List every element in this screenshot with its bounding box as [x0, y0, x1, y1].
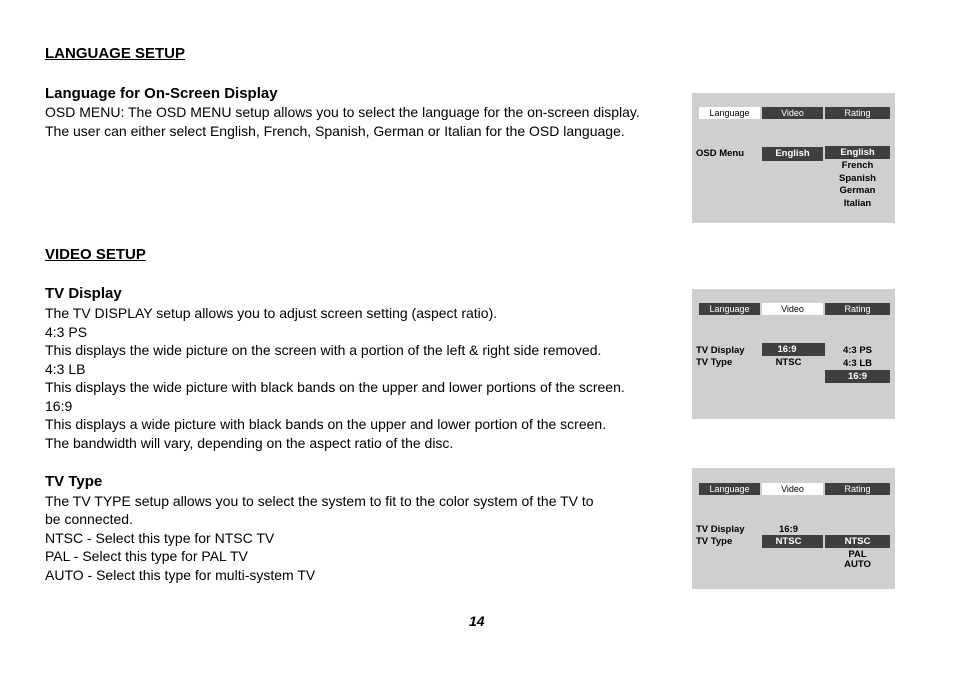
osd-language-panel	[692, 93, 895, 223]
display-option-43lb[interactable]: 4:3 LB	[842, 358, 873, 369]
body-line: The bandwidth will vary, depending on the aspect ratio of the disc.	[45, 435, 454, 451]
page-number: 14	[469, 613, 485, 629]
tv-type-subtitle: TV Type	[45, 473, 103, 490]
tv-display-label: TV Display	[696, 345, 745, 356]
tab-rating[interactable]: Rating	[825, 107, 890, 119]
tv-type-current-value[interactable]	[762, 535, 823, 548]
tv-display-panel	[692, 289, 895, 419]
body-line: The user can either select English, French, Spanish, German or Italian for the OSD language.	[45, 123, 625, 139]
body-line: PAL - Select this type for PAL TV	[45, 548, 248, 564]
type-option-auto[interactable]: AUTO	[844, 559, 871, 570]
tab-video[interactable]: Video	[762, 107, 823, 119]
body-line: NTSC - Select this type for NTSC TV	[45, 530, 275, 546]
tab-video[interactable]: Video	[762, 303, 823, 315]
osd-option-english[interactable]: English	[825, 146, 890, 159]
body-line: AUTO - Select this type for multi-system TV	[45, 567, 316, 583]
tv-type-panel	[692, 468, 895, 589]
tab-language[interactable]: Language	[699, 107, 760, 119]
body-line: The TV TYPE setup allows you to select the system to fit to the color system of the TV to	[45, 493, 594, 509]
tv-type-label: TV Type	[696, 357, 733, 368]
tv-type-current-value[interactable]: NTSC	[775, 357, 802, 368]
tv-display-subtitle: TV Display	[45, 285, 122, 302]
tv-display-label: TV Display	[696, 524, 745, 535]
tab-language[interactable]: Language	[699, 303, 760, 315]
language-setup-title: LANGUAGE SETUP	[45, 45, 186, 62]
body-line: The TV DISPLAY setup allows you to adjust screen setting (aspect ratio).	[45, 305, 498, 321]
body-line: 16:9	[45, 398, 73, 414]
tab-rating[interactable]: Rating	[825, 483, 890, 495]
osd-menu-label: OSD Menu	[696, 148, 745, 159]
tv-type-current-text: NTSC	[775, 536, 802, 547]
tv-display-current-value[interactable]: 16:9	[778, 524, 798, 535]
display-option-43ps[interactable]: 4:3 PS	[842, 345, 873, 356]
osd-option-italian[interactable]: Italian	[843, 198, 872, 209]
body-line: 4:3 LB	[45, 361, 86, 377]
body-line: be connected.	[45, 511, 133, 527]
display-option-169[interactable]: 16:9	[825, 370, 890, 383]
osd-option-german[interactable]: German	[839, 185, 876, 196]
tab-rating[interactable]: Rating	[825, 303, 890, 315]
type-option-ntsc[interactable]: NTSC	[825, 535, 890, 548]
body-line: This displays a wide picture with black bands on the upper and lower portion of the screen.	[45, 416, 607, 432]
osd-option-spanish[interactable]: Spanish	[839, 173, 876, 184]
osd-option-french[interactable]: French	[841, 160, 874, 171]
video-setup-title: VIDEO SETUP	[45, 246, 146, 263]
body-line: 4:3 PS	[45, 324, 88, 340]
type-option-pal[interactable]: PAL	[848, 549, 867, 560]
tv-display-current-value[interactable]	[762, 343, 825, 356]
tv-type-label: TV Type	[696, 536, 733, 547]
tv-display-current-text: 16:9	[777, 344, 797, 355]
tab-video[interactable]: Video	[762, 483, 823, 495]
body-line: OSD MENU: The OSD MENU setup allows you to select the language for the on-screen display.	[45, 104, 640, 120]
language-osd-subtitle: Language for On-Screen Display	[45, 85, 278, 102]
body-line: This displays the wide picture with black bands on the upper and lower portions of the screen.	[45, 379, 625, 395]
tab-language[interactable]: Language	[699, 483, 760, 495]
body-line: This displays the wide picture on the screen with a portion of the left & right side removed.	[45, 342, 602, 358]
osd-menu-current-value[interactable]: English	[762, 147, 823, 161]
